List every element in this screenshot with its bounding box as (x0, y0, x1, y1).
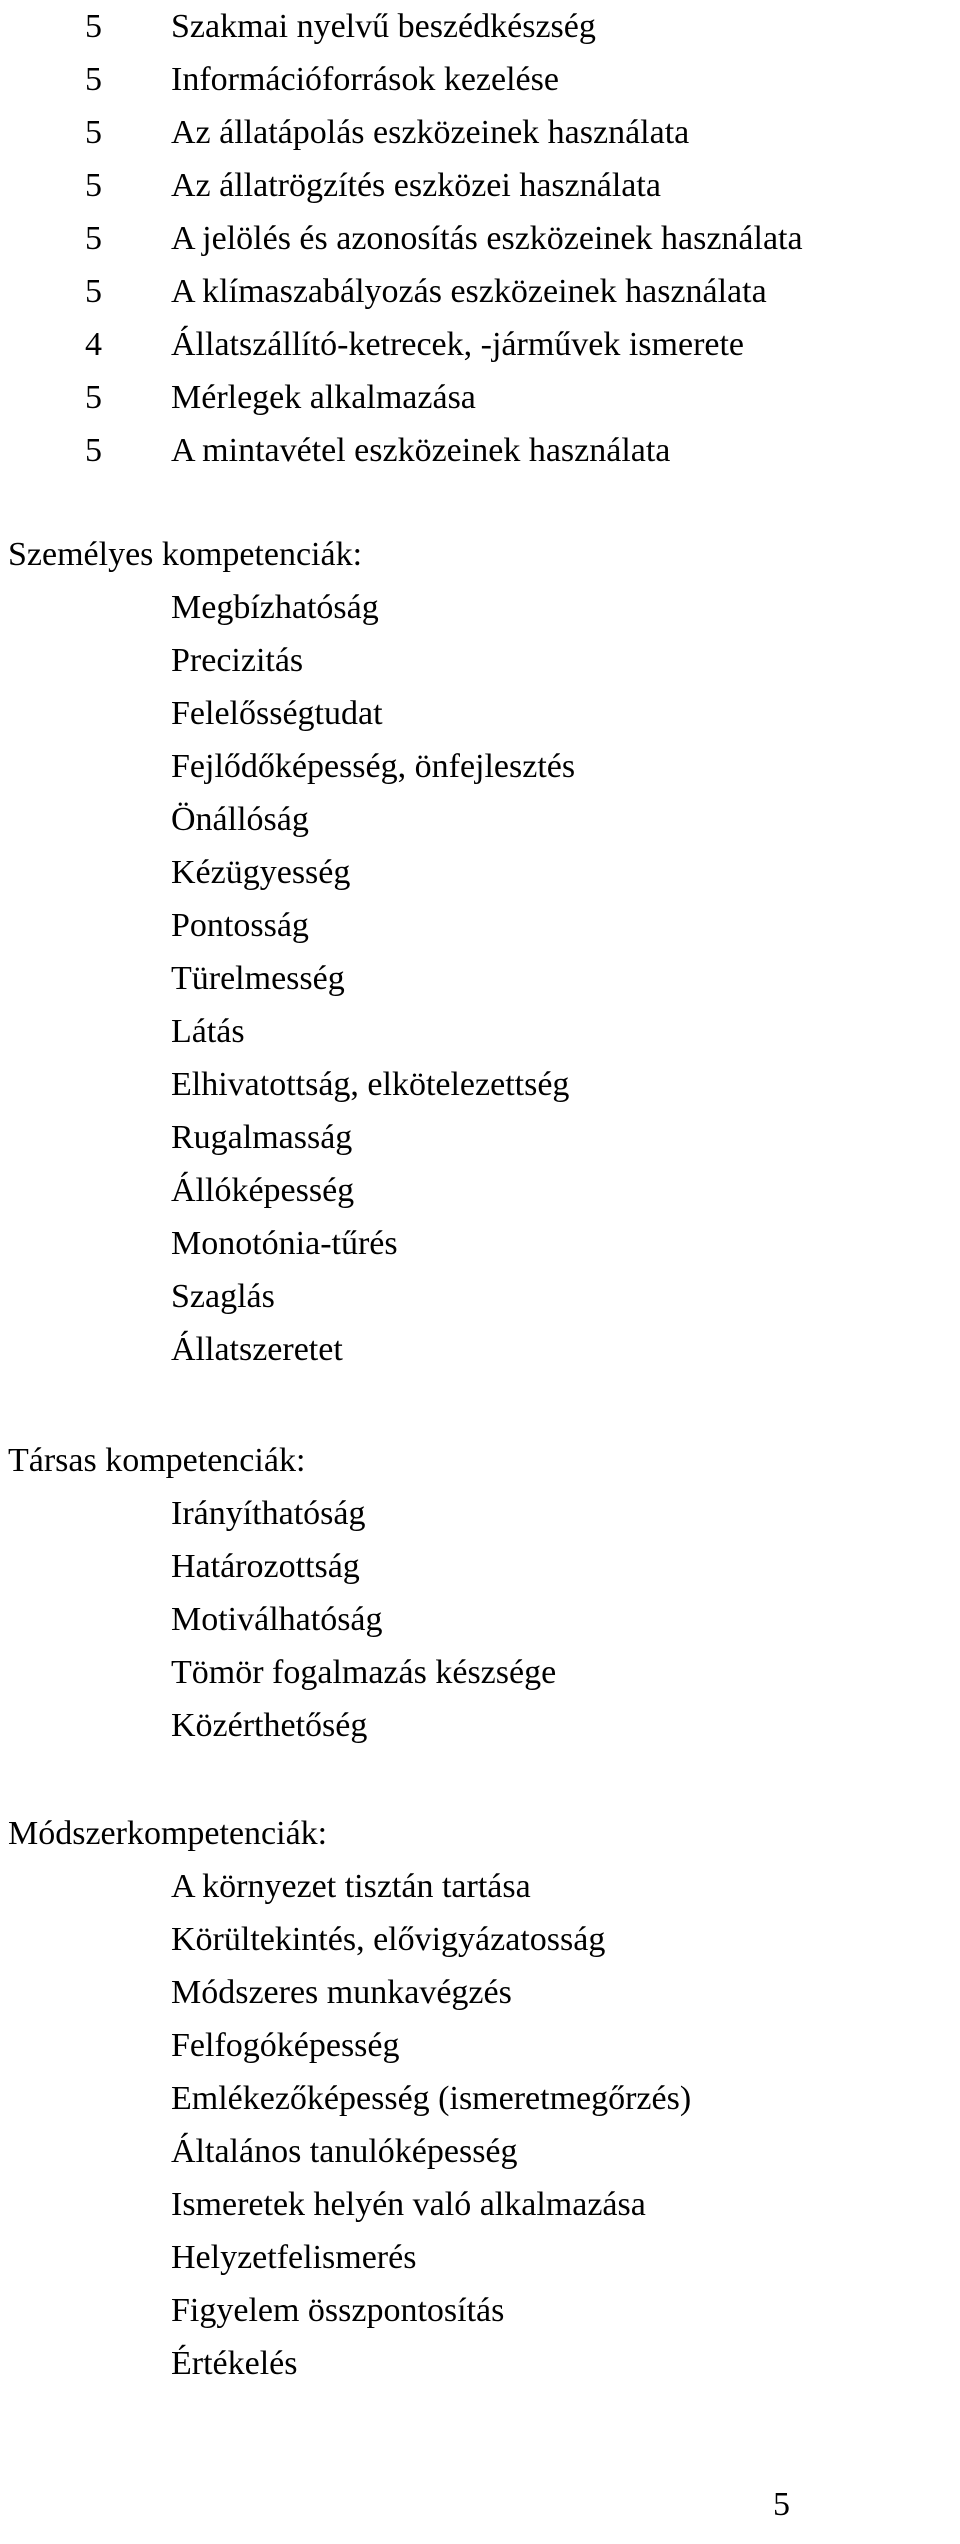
skill-name: Az állatápolás eszközeinek használata (171, 114, 690, 151)
list-item: Helyzetfelismerés (171, 2239, 417, 2276)
list-item: Állóképesség (171, 1172, 355, 1209)
list-item: Felelősségtudat (171, 695, 383, 732)
list-item: Fejlődőképesség, önfejlesztés (171, 748, 576, 785)
list-item: Emlékezőképesség (ismeretmegőrzés) (171, 2080, 692, 2117)
skill-level: 5 (85, 61, 102, 98)
skill-level: 5 (85, 114, 102, 151)
list-item: Körültekintés, elővigyázatosság (171, 1921, 606, 1958)
skill-level: 5 (85, 273, 102, 310)
list-item: Szaglás (171, 1278, 275, 1315)
list-item: Látás (171, 1013, 245, 1050)
list-item: Pontosság (171, 907, 309, 944)
skill-level: 5 (85, 220, 102, 257)
list-item: Figyelem összpontosítás (171, 2292, 505, 2329)
list-item: Általános tanulóképesség (171, 2133, 518, 2170)
skill-name: A klímaszabályozás eszközeinek használata (171, 273, 767, 310)
skill-level: 4 (85, 326, 102, 363)
list-item: Motiválhatóság (171, 1601, 383, 1638)
list-item: Megbízhatóság (171, 589, 379, 626)
skill-name: A jelölés és azonosítás eszközeinek használata (171, 220, 803, 257)
section-heading-social: Társas kompetenciák: (8, 1442, 306, 1479)
skill-name: Szakmai nyelvű beszédkészség (171, 8, 596, 45)
list-item: Értékelés (171, 2345, 298, 2382)
list-item: Felfogóképesség (171, 2027, 400, 2064)
list-item: Kézügyesség (171, 854, 351, 891)
list-item: Irányíthatóság (171, 1495, 366, 1532)
skill-level: 5 (85, 379, 102, 416)
list-item: Türelmesség (171, 960, 345, 997)
skill-name: A mintavétel eszközeinek használata (171, 432, 671, 469)
list-item: Precizitás (171, 642, 304, 679)
skill-name: Információforrások kezelése (171, 61, 559, 98)
section-heading-personal: Személyes kompetenciák: (8, 536, 363, 573)
list-item: Önállóság (171, 801, 309, 838)
skill-level: 5 (85, 432, 102, 469)
page-number: 5 (773, 2486, 790, 2523)
list-item: Rugalmasság (171, 1119, 353, 1156)
skill-level: 5 (85, 167, 102, 204)
list-item: Állatszeretet (171, 1331, 343, 1368)
skill-level: 5 (85, 8, 102, 45)
section-heading-method: Módszerkompetenciák: (8, 1815, 328, 1852)
list-item: Közérthetőség (171, 1707, 368, 1744)
list-item: Ismeretek helyén való alkalmazása (171, 2186, 646, 2223)
skill-name: Az állatrögzítés eszközei használata (171, 167, 661, 204)
list-item: Határozottság (171, 1548, 360, 1585)
skill-name: Állatszállító-ketrecek, -járművek ismerete (171, 326, 745, 363)
list-item: Tömör fogalmazás készsége (171, 1654, 557, 1691)
list-item: A környezet tisztán tartása (171, 1868, 531, 1905)
skill-name: Mérlegek alkalmazása (171, 379, 476, 416)
list-item: Monotónia-tűrés (171, 1225, 398, 1262)
list-item: Módszeres munkavégzés (171, 1974, 512, 2011)
list-item: Elhivatottság, elkötelezettség (171, 1066, 570, 1103)
